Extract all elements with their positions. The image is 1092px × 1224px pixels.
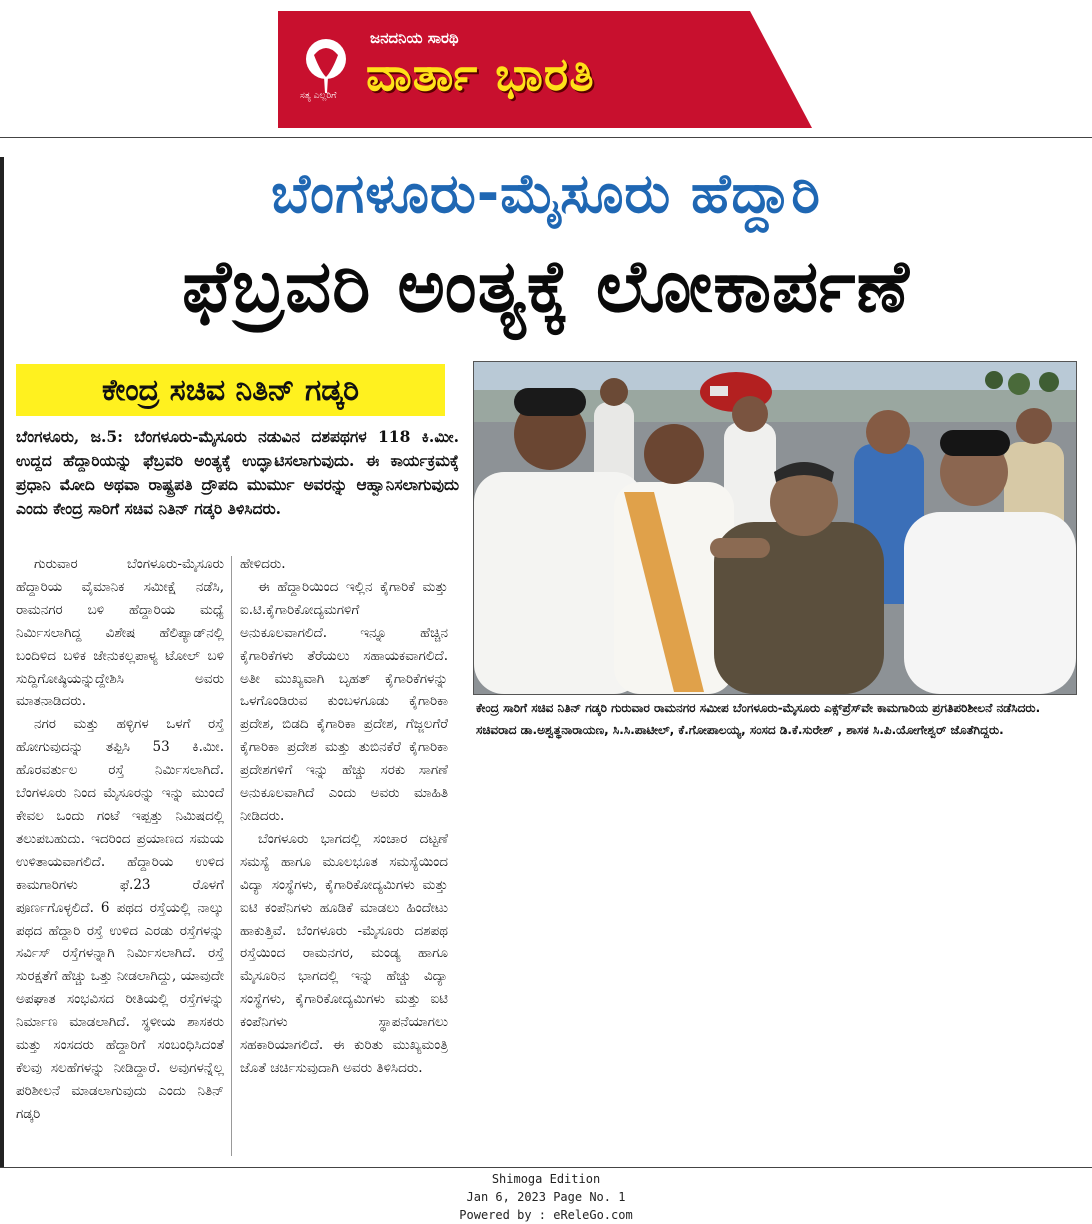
photo-illustration — [474, 362, 1076, 694]
date-page-label: Jan 6, 2023 Page No. 1 — [466, 1190, 626, 1204]
photo-caption: ಕೇಂದ್ರ ಸಾರಿಗೆ ಸಚಿವ ನಿತಿನ್ ಗಡ್ಕರಿ ಗುರುವಾರ ರಾಮನಗರ ಸಮೀಪ ಬೆಂಗಳೂರು-ಮೈಸೂರು ಎಕ್ಸ್‌ಪ್ರೆಸ್‌ವೇ ಕಾಮಗಾರಿಯ ಪ್ರಗತಿಪರಿಶೀಲನೆ ನಡೆಸಿದರು. ಸಚಿವರಾದ ಡಾ.ಅಶ್ವತ್ಥನಾರಾಯಣ, ಸಿ.ಸಿ.ಪಾಟೀಲ್, ಕೆ.ಗೋಪಾಲಯ್ಯ, ಸಂಸದ ಡಿ.ಕೆ.ಸುರೇಶ್ , ಶಾಸಕ ಸಿ.ಪಿ.ಯೋಗೇಶ್ವರ್ ಜೊತೆಗಿದ್ದರು. — [476, 701, 1041, 737]
paragraph: ಗುರುವಾರ ಬೆಂಗಳೂರು-ಮೈಸೂರು ಹೆದ್ದಾರಿಯ ವೈಮಾನಿಕ ಸಮೀಕ್ಷೆ ನಡೆಸಿ, ರಾಮನಗರ ಬಳಿ ಹೆದ್ದಾರಿಯ ಮಧ್ಯೆ ನಿರ್ಮಿಸಲಾಗಿದ್ದ ವಿಶೇಷ ಹೆಲಿಪ್ಯಾಡ್‌ನಲ್ಲಿ ಬಂದಿಳಿದ ಬಳಿಕ ಜೇನುಕಲ್ಲಪಾಳ್ಯ ಟೋಲ್ ಬಳಿ ಸುದ್ದಿಗೋಷ್ಠಿಯನ್ನುದ್ದೇಶಿಸಿ ಅವರು ಮಾತನಾಡಿದರು. — [16, 556, 224, 710]
article-kicker: ಬೆಂಗಳೂರು-ಮೈಸೂರು ಹೆದ್ದಾರಿ — [271, 162, 821, 225]
top-divider — [0, 137, 1092, 138]
edition-label: Shimoga Edition — [491, 1172, 601, 1186]
masthead-motto: ಸತ್ಯ ಎಲ್ಲರಿಗೆ — [300, 91, 337, 101]
subhead-banner — [16, 364, 445, 416]
clipping-edge-strip — [0, 128, 1092, 137]
paragraph: ನಗರ ಮತ್ತು ಹಳ್ಳಿಗಳ ಒಳಗೆ ರಸ್ತೆ ಹೋಗುವುದನ್ನು ತಪ್ಪಿಸಿ 53 ಕಿ.ಮೀ. ಹೊರವರ್ತುಲ ರಸ್ತೆ ನಿರ್ಮಿಸಲಾಗಿದೆ. ಬೆಂಗಳೂರು ನಿಂದ ಮೈಸೂರನ್ನು ಇನ್ನು ಮುಂದೆ ಕೇವಲ ಒಂದು ಗಂಟೆ ಇಪ್ಪತ್ತು ನಿಮಿಷದಲ್ಲಿ ತಲುಪಬಹುದು. ಇದರಿಂದ ಪ್ರಯಾಣದ ಸಮಯ ಉಳಿತಾಯವಾಗಲಿದೆ. ಹೆದ್ದಾರಿಯ ಉಳಿದ ಕಾಮಗಾರಿಗಳು ಫೆ.23 ರೊಳಗೆ ಪೂರ್ಣಗೊಳ್ಳಲಿದೆ. 6 ಪಥದ ರಸ್ತೆಯಲ್ಲಿ ನಾಲ್ಕು ಪಥದ ಹೆದ್ದಾರಿ ರಸ್ತೆ ಉಳಿದ ಎರಡು ರಸ್ತೆಗಳನ್ನು ಸರ್ವಿಸ್ ರಸ್ತೆಗಳನ್ನಾಗಿ ನಿರ್ಮಿಸಲಾಗಿದೆ. ರಸ್ತೆ ಸುರಕ್ಷತೆಗೆ ಹೆಚ್ಚು ಒತ್ತು ನೀಡಲಾಗಿದ್ದು, ಯಾವುದೇ ಅಪಘಾತ ಸಂಭವಿಸದ ರೀತಿಯಲ್ಲಿ ರಸ್ತೆಗಳನ್ನು ನಿರ್ಮಾಣ ಮಾಡಲಾಗಿದೆ. ಸ್ಥಳೀಯ ಶಾಸಕರು ಮತ್ತು ಸಂಸದರು ಹೆದ್ದಾರಿಗೆ ಸಂಬಂಧಿಸಿದಂತೆ ಕೆಲವು ಸಲಹೆಗಳನ್ನು ನೀಡಿದ್ದಾರೆ. ಅವುಗಳನ್ನೆಲ್ಲ ಪರಿಶೀಲನೆ ಮಾಡಲಾಗುವುದು ಎಂದು ನಿತಿನ್ ಗಡ್ಕರಿ — [16, 716, 224, 1122]
article-column-1 — [16, 553, 224, 1153]
bottom-divider — [0, 1167, 1092, 1168]
article-lead: ಬೆಂಗಳೂರು, ಜ.5: ಬೆಂಗಳೂರು-ಮೈಸೂರು ನಡುವಿನ ದಶಪಥಗಳ 118 ಕಿ.ಮೀ. ಉದ್ದದ ಹೆದ್ದಾರಿಯನ್ನು ಫೆಬ್ರವರಿ ಅಂತ್ಯಕ್ಕೆ ಉದ್ಘಾಟಿಸಲಾಗುವುದು. ಈ ಕಾರ್ಯಕ್ರಮಕ್ಕೆ ಪ್ರಧಾನಿ ಮೋದಿ ಅಥವಾ ರಾಷ್ಟ್ರಪತಿ ದ್ರೌಪದಿ ಮುರ್ಮು ಅವರನ್ನು ಆಹ್ವಾನಿಸಲಾಗುವುದು ಎಂದು ಕೇಂದ್ರ ಸಾರಿಗೆ ಸಚಿವ ನಿತಿನ್ ಗಡ್ಕರಿ ತಿಳಿಸಿದರು. — [16, 427, 459, 518]
masthead-logo — [278, 11, 812, 128]
article-column-2 — [240, 553, 448, 1161]
masthead-title: ವಾರ್ತಾ ಭಾರತಿ — [366, 47, 595, 101]
paragraph: ಈ ಹೆದ್ದಾರಿಯಿಂದ ಇಲ್ಲಿನ ಕೈಗಾರಿಕೆ ಮತ್ತು ಐ.ಟಿ.ಕೈಗಾರಿಕೋದ್ಯಮಗಳಿಗೆ ಅನುಕೂಲವಾಗಲಿದೆ. ಇನ್ನೂ ಹೆಚ್ಚಿನ ಕೈಗಾರಿಕೆಗಳು ತೆರೆಯಲು ಸಹಾಯಕವಾಗಲಿದೆ. ಅತೀ ಮುಖ್ಯವಾಗಿ ಬೃಹತ್ ಕೈಗಾರಿಕೆಗಳನ್ನು ಒಳಗೊಂಡಿರುವ ಕುಂಬಳಗೂಡು ಕೈಗಾರಿಕಾ ಪ್ರದೇಶ, ಬಿಡದಿ ಕೈಗಾರಿಕಾ ಪ್ರದೇಶ, ಗೆಜ್ಜಲಗೆರೆ ಕೈಗಾರಿಕಾ ಪ್ರದೇಶ ಮತ್ತು ತುಬಿನಕೆರೆ ಕೈಗಾರಿಕಾ ಪ್ರದೇಶಗಳಿಗೆ ಇನ್ನು ಹೆಚ್ಚು ಸರಕು ಸಾಗಣೆ ಅನುಕೂಲವಾಗಿದೆ ಎಂದು ಅವರು ಮಾಹಿತಿ ನೀಡಿದರು. — [240, 578, 448, 824]
article-headline: ಫೆಬ್ರವರಿ ಅಂತ್ಯಕ್ಕೆ ಲೋಕಾರ್ಪಣೆ — [182, 244, 910, 328]
paragraph: ಬೆಂಗಳೂರು ಭಾಗದಲ್ಲಿ ಸಂಚಾರ ದಟ್ಟಣೆ ಸಮಸ್ಯೆ ಹಾಗೂ ಮೂಲಭೂತ ಸಮಸ್ಯೆಯಿಂದ ವಿದ್ಯಾ ಸಂಸ್ಥೆಗಳು, ಕೈಗಾರಿಕೋದ್ಯಮಿಗಳು ಮತ್ತು ಐಟಿ ಕಂಪೆನಿಗಳು ಹೂಡಿಕೆ ಮಾಡಲು ಹಿಂದೇಟು ಹಾಕುತ್ತಿವೆ. ಬೆಂಗಳೂರು -ಮೈಸೂರು ದಶಪಥ ರಸ್ತೆಯಿಂದ ರಾಮನಗರ, ಮಂಡ್ಯ ಹಾಗೂ ಮೈಸೂರಿನ ಭಾಗದಲ್ಲಿ ಇನ್ನು ಹೆಚ್ಚು ವಿದ್ಯಾ ಸಂಸ್ಥೆಗಳು, ಕೈಗಾರಿಕೋದ್ಯಮಿಗಳು ಮತ್ತು ಐಟಿ ಕಂಪೆನಿಗಳು ಸ್ಥಾಪನೆಯಾಗಲು ಸಹಕಾರಿಯಾಗಲಿದೆ. ಈ ಕುರಿತು ಮುಖ್ಯಮಂತ್ರಿ ಜೊತೆ ಚರ್ಚಿಸುವುದಾಗಿ ಅವರು ತಿಳಿಸಿದರು. — [240, 830, 448, 1076]
paragraph: ಹೇಳಿದರು. — [240, 556, 286, 572]
article-subhead: ಕೇಂದ್ರ ಸಚಿವ ನಿತಿನ್ ಗಡ್ಕರಿ — [101, 372, 360, 408]
column-divider — [231, 556, 232, 1156]
powered-by-link[interactable]: Powered by : eReleGo.com — [459, 1208, 633, 1222]
masthead-tagline: ಜನದನಿಯ ಸಾರಥಿ — [370, 29, 459, 47]
page-footer — [0, 1170, 1092, 1224]
news-photo — [473, 361, 1077, 695]
